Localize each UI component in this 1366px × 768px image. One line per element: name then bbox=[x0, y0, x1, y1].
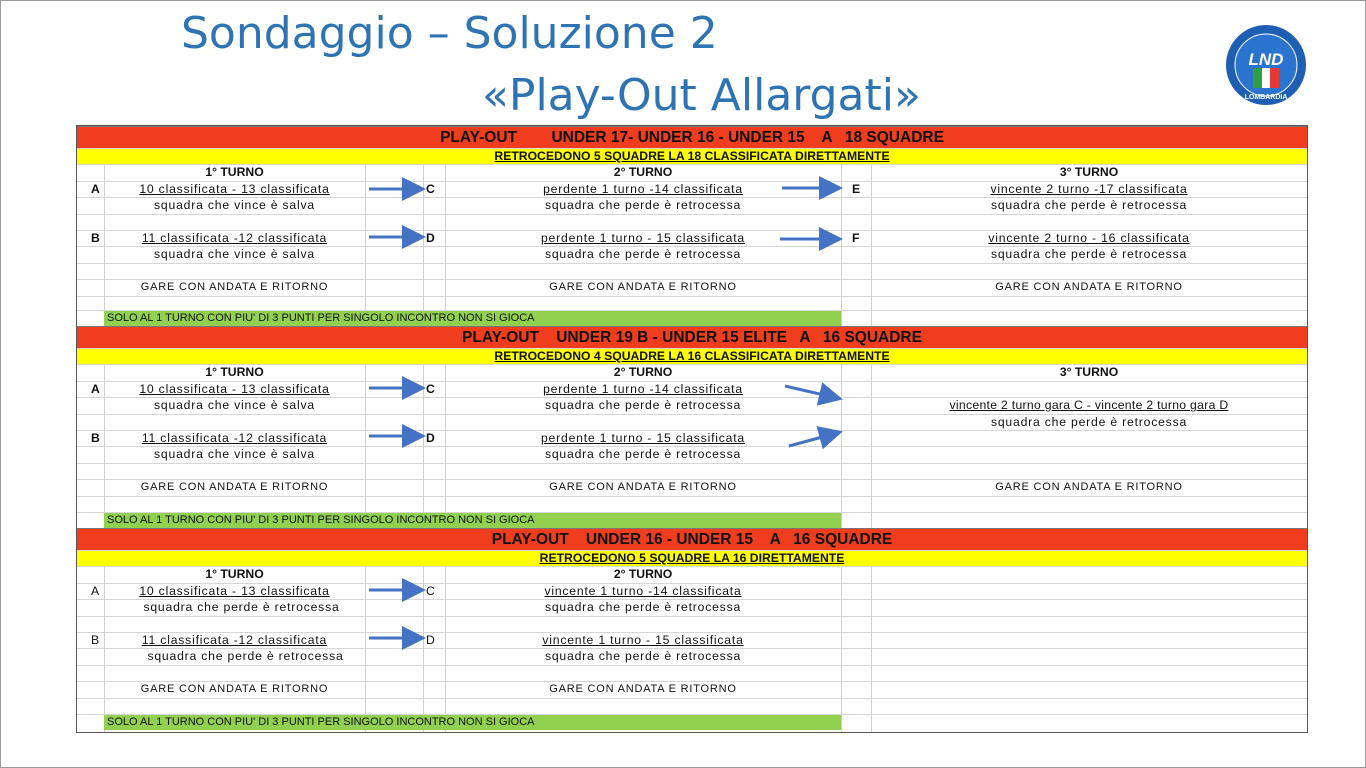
block3-note: SOLO AL 1 TURNO CON PIU' DI 3 PUNTI PER SINGOLO INCONTRO NON SI GIOCA bbox=[104, 715, 841, 730]
block3-gare-row: GARE CON ANDATA E RITORNO GARE CON ANDATA E RITORNO bbox=[77, 681, 1307, 697]
lnd-lombardia-logo bbox=[1223, 24, 1309, 106]
block1-row-a-note: squadra che vince è salva squadra che perde è retrocessa squadra che perde è retrocessa bbox=[77, 197, 1307, 213]
block2-turn-header-row: 1° TURNO 2° TURNO 3° TURNO bbox=[77, 364, 1307, 380]
block2-row-a-note: squadra che vince è salva squadra che perde è retrocessa vincente 2 turno gara C - vincente 2 turno gara D bbox=[77, 397, 1307, 413]
block2-header: PLAY-OUT UNDER 19 B - UNDER 15 ELITE A 16 SQUADRE bbox=[77, 326, 1307, 348]
block3-turn-header-row: 1° TURNO 2° TURNO bbox=[77, 566, 1307, 582]
arrow-icon bbox=[789, 433, 837, 446]
block3-row-a: A 10 classificata - 13 classificata C vincente 1 turno -14 classificata bbox=[77, 583, 1307, 599]
block1-row-b: B 11 classificata -12 classificata D perdente 1 turno - 15 classificata F vincente 2 turno - 16 classificata bbox=[77, 230, 1307, 246]
arrows-layer bbox=[77, 126, 1307, 732]
slide-title: Sondaggio – Soluzione 2 bbox=[181, 8, 718, 59]
block1-row-b-note: squadra che vince è salva squadra che perde è retrocessa squadra che perde è retrocessa bbox=[77, 246, 1307, 262]
block3-header: PLAY-OUT UNDER 16 - UNDER 15 A 16 SQUADRE bbox=[77, 528, 1307, 550]
block1-row-a: A 10 classificata - 13 classificata C perdente 1 turno -14 classificata E vincente 2 turno -17 classificata bbox=[77, 181, 1307, 197]
block2-note: SOLO AL 1 TURNO CON PIU' DI 3 PUNTI PER SINGOLO INCONTRO NON SI GIOCA bbox=[104, 513, 841, 528]
svg-text:LOMBARDIA: LOMBARDIA bbox=[1244, 94, 1288, 101]
playout-sheet bbox=[76, 125, 1308, 733]
block1-subheader: RETROCEDONO 5 SQUADRE LA 18 CLASSIFICATA DIRETTAMENTE bbox=[77, 148, 1307, 164]
slide-subtitle: «Play-Out Allargati» bbox=[482, 70, 921, 121]
block1-gare-row: GARE CON ANDATA E RITORNO GARE CON ANDATA E RITORNO GARE CON ANDATA E RITORNO bbox=[77, 279, 1307, 295]
block2-row-third-note: squadra che perde è retrocessa bbox=[77, 414, 1307, 430]
block2-gare-row: GARE CON ANDATA E RITORNO GARE CON ANDATA E RITORNO GARE CON ANDATA E RITORNO bbox=[77, 479, 1307, 495]
block3-subheader: RETROCEDONO 5 SQUADRE LA 16 DIRETTAMENTE bbox=[77, 550, 1307, 566]
block2-row-b: B 11 classificata -12 classificata D perdente 1 turno - 15 classificata bbox=[77, 430, 1307, 446]
block2-row-a: A 10 classificata - 13 classificata C perdente 1 turno -14 classificata bbox=[77, 381, 1307, 397]
block3-row-b: B 11 classificata -12 classificata D vincente 1 turno - 15 classificata bbox=[77, 632, 1307, 648]
block1-turn-header-row: 1° TURNO 2° TURNO 3° TURNO bbox=[77, 164, 1307, 180]
block2-row-b-note: squadra che vince è salva squadra che perde è retrocessa bbox=[77, 446, 1307, 462]
arrow-icon bbox=[785, 386, 837, 398]
block2-subheader: RETROCEDONO 4 SQUADRE LA 16 CLASSIFICATA DIRETTAMENTE bbox=[77, 348, 1307, 364]
block1-note: SOLO AL 1 TURNO CON PIU' DI 3 PUNTI PER SINGOLO INCONTRO NON SI GIOCA bbox=[104, 311, 841, 326]
block1-header: PLAY-OUT UNDER 17- UNDER 16 - UNDER 15 A 18 SQUADRE bbox=[77, 126, 1307, 148]
block3-row-b-note: squadra che perde è retrocessa squadra che perde è retrocessa bbox=[77, 648, 1307, 664]
svg-text:LND: LND bbox=[1248, 50, 1284, 69]
block3-row-a-note: squadra che perde è retrocessa squadra che perde è retrocessa bbox=[77, 599, 1307, 615]
